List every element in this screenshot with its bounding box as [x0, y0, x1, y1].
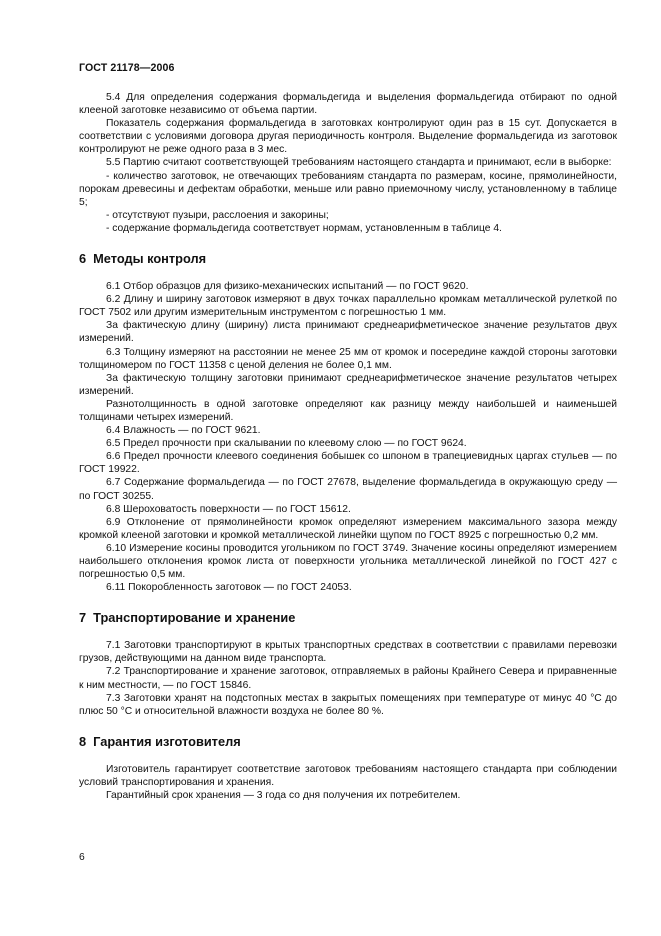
paragraph: - содержание формальдегида соответствует нормам, установленным в таблице 4. — [106, 222, 502, 234]
paragraph: 6.4 Влажность — по ГОСТ 9621. — [106, 425, 261, 437]
paragraph: 6.6 Предел прочности клеевого соединения бобышек со шпоном в трапециевидных царгах стульев — по ГОСТ 19922. — [79, 451, 617, 476]
paragraph: 6.7 Содержание формальдегида — по ГОСТ 27678, выделение формальдегида в окружающую среду — по ГОСТ 30255. — [79, 477, 617, 502]
section-8-body — [79, 763, 617, 802]
section-8-number: 8 — [79, 733, 87, 749]
paragraph: Изготовитель гарантирует соответствие заготовок требованиям настоящего стандарта при соблюдении условий транспортирования и хранения. — [79, 763, 617, 788]
section-7-title: Транспортирование и хранение — [93, 610, 296, 626]
section-5-continuation — [79, 91, 617, 235]
section-8-heading — [79, 734, 617, 749]
paragraph: 6.5 Предел прочности при скалывании по клеевому слою — по ГОСТ 9624. — [106, 438, 467, 450]
section-7-body — [79, 639, 617, 718]
section-6-title: Методы контроля — [93, 251, 207, 267]
section-7-number: 7 — [79, 610, 87, 626]
paragraph: Разнотолщинность в одной заготовке определяют как разницу между наибольшей и наименьшей толщинами четырех измерений. — [79, 398, 617, 423]
paragraph: 5.4 Для определения содержания формальдегида и выделения формальдегида отбирают по одной клееной заготовке независимо от объема партии. — [79, 92, 617, 117]
paragraph: За фактическую длину (ширину) листа принимают среднеарифметическое значение результатов двух измерений. — [79, 320, 617, 345]
paragraph: 6.9 Отклонение от прямолинейности кромок определяют измерением максимального зазора между кромкой клееной заготовки и кромкой металлической линейки щупом по ГОСТ 8925 с погрешностью 0,2 мм. — [79, 516, 617, 541]
paragraph: Показатель содержания формальдегида в заготовках контролируют один раз в 15 сут. Допускается в соответствии с условиями договора другая периодичность контроля. Выделение формальдегида из заготовок контролируют не реже одного раза в 3 мес. — [79, 118, 617, 156]
paragraph: - количество заготовок, не отвечающих требованиям стандарта по размерам, косине, прямолинейности, порокам древесины и дефектам обработки, меньше или равно приемочному числу, установленному в таблице 5; — [79, 170, 617, 208]
paragraph: - отсутствуют пузыри, расслоения и закорины; — [106, 209, 329, 221]
section-8-title: Гарантия изготовителя — [93, 733, 241, 749]
paragraph: 5.5 Партию считают соответствующей требованиям настоящего стандарта и принимают, если в выборке: — [106, 157, 612, 169]
paragraph: 6.8 Шероховатость поверхности — по ГОСТ 15612. — [106, 503, 351, 515]
paragraph: 6.11 Покоробленность заготовок — по ГОСТ 24053. — [106, 582, 352, 594]
section-7-heading — [79, 610, 617, 625]
section-6-heading — [79, 251, 617, 266]
paragraph: 6.3 Толщину измеряют на расстоянии не менее 25 мм от кромок и посередине каждой стороны заготовки толщиномером по ГОСТ 11358 с ценой деления не более 0,1 мм. — [79, 346, 617, 371]
paragraph: За фактическую толщину заготовки принимают среднеарифметическое значение результатов четырех измерений. — [79, 372, 617, 397]
paragraph: 7.1 Заготовки транспортируют в крытых транспортных средствах в соответствии с правилами перевозки грузов, действующими на данном виде транспорта. — [79, 640, 617, 665]
paragraph: Гарантийный срок хранения — 3 года со дня получения их потребителем. — [106, 790, 461, 802]
paragraph: 6.1 Отбор образцов для физико-механических испытаний — по ГОСТ 9620. — [106, 281, 469, 293]
section-6-body — [79, 280, 617, 594]
page-number: 6 — [79, 852, 85, 863]
paragraph: 7.2 Транспортирование и хранение заготовок, отправляемых в районы Крайнего Севера и приравненные к ним местности, — по ГОСТ 15846. — [79, 666, 617, 691]
document-header: ГОСТ 21178—2006 — [79, 62, 175, 74]
section-6-number: 6 — [79, 251, 87, 267]
paragraph: 7.3 Заготовки хранят на подстопных местах в закрытых помещениях при температуре от минус 40 °С до плюс 50 °С и относительной влажности воздуха не более 80 %. — [79, 692, 617, 717]
paragraph: 6.10 Измерение косины проводится угольником по ГОСТ 3749. Значение косины определяют измерением наибольшего отклонения кромок листа от поверхности угольника металлической линейкой по ГОСТ 427 с погрешностью 0,5 мм. — [79, 542, 617, 581]
document-body — [79, 91, 617, 802]
paragraph: 6.2 Длину и ширину заготовок измеряют в двух точках параллельно кромкам металлической рулеткой по ГОСТ 7502 или другим измерительным инструментом с погрешностью 1 мм. — [79, 294, 617, 319]
